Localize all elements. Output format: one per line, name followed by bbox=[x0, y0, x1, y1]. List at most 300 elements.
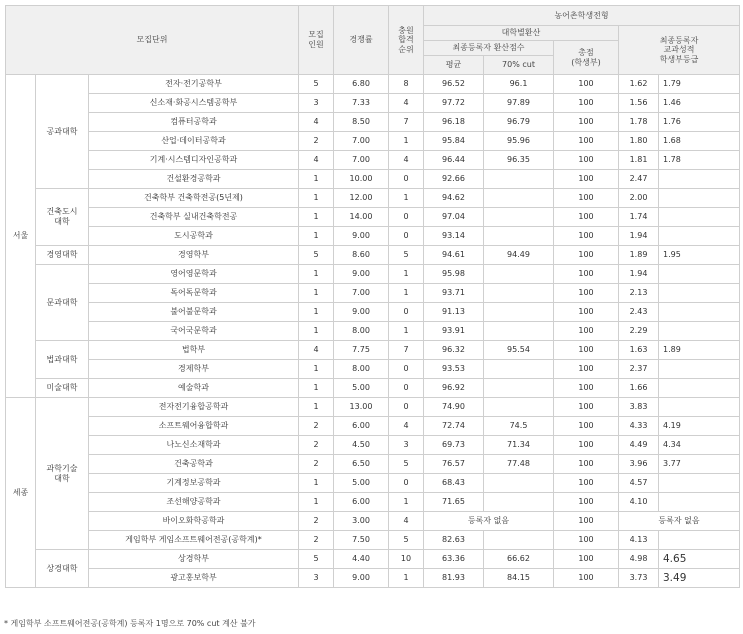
quota-cell: 4 bbox=[299, 341, 334, 360]
grade-cut-cell: 1.46 bbox=[659, 94, 740, 113]
college-cell bbox=[36, 265, 89, 341]
score-avg-cell: 94.61 bbox=[424, 246, 484, 265]
header-avg: 평균 bbox=[424, 56, 484, 75]
table-row bbox=[6, 189, 740, 208]
grade-cut-cell bbox=[659, 474, 740, 493]
grade-cut-cell: 3.77 bbox=[659, 455, 740, 474]
competition-cell: 5.00 bbox=[334, 379, 389, 398]
score-avg-cell: 96.32 bbox=[424, 341, 484, 360]
quota-cell: 3 bbox=[299, 569, 334, 588]
waitlist-cell: 0 bbox=[389, 474, 424, 493]
major-cell: 게임학부 게임소프트웨어전공(공학계)* bbox=[89, 531, 299, 550]
score-avg-cell: 81.93 bbox=[424, 569, 484, 588]
major-cell: 법학부 bbox=[89, 341, 299, 360]
score-cut-cell bbox=[484, 303, 554, 322]
quota-cell: 1 bbox=[299, 360, 334, 379]
grade-cut-cell: 1.78 bbox=[659, 151, 740, 170]
quota-cell: 1 bbox=[299, 208, 334, 227]
score-avg-cell: 71.65 bbox=[424, 493, 484, 512]
waitlist-cell: 7 bbox=[389, 341, 424, 360]
header-total: 총점 (학생부) bbox=[554, 41, 619, 75]
competition-cell: 6.00 bbox=[334, 417, 389, 436]
quota-cell: 1 bbox=[299, 474, 334, 493]
total-cell: 100 bbox=[554, 512, 619, 531]
college-cell bbox=[36, 550, 89, 588]
major-cell: 영어영문학과 bbox=[89, 265, 299, 284]
total-cell: 100 bbox=[554, 322, 619, 341]
table-row bbox=[6, 569, 740, 588]
score-cut-cell bbox=[484, 227, 554, 246]
waitlist-cell: 1 bbox=[389, 493, 424, 512]
score-avg-cell: 94.62 bbox=[424, 189, 484, 208]
competition-cell: 7.00 bbox=[334, 132, 389, 151]
waitlist-cell: 4 bbox=[389, 512, 424, 531]
quota-cell: 4 bbox=[299, 151, 334, 170]
college-label: 미술대학 bbox=[46, 383, 78, 393]
competition-cell: 7.33 bbox=[334, 94, 389, 113]
grade-cut-cell bbox=[659, 303, 740, 322]
competition-cell: 9.00 bbox=[334, 303, 389, 322]
total-cell: 100 bbox=[554, 550, 619, 569]
quota-cell: 2 bbox=[299, 531, 334, 550]
table-body bbox=[6, 75, 740, 588]
waitlist-cell: 4 bbox=[389, 94, 424, 113]
college-label: 공과대학 bbox=[46, 126, 78, 136]
major-cell: 신소재·화공시스템공학부 bbox=[89, 94, 299, 113]
waitlist-cell: 0 bbox=[389, 379, 424, 398]
grade-avg-cell: 4.57 bbox=[619, 474, 659, 493]
grade-avg-cell: 2.13 bbox=[619, 284, 659, 303]
college-label: 법과대학 bbox=[46, 354, 78, 364]
score-cut-cell: 77.48 bbox=[484, 455, 554, 474]
total-cell: 100 bbox=[554, 132, 619, 151]
total-cell: 100 bbox=[554, 417, 619, 436]
table-row bbox=[6, 531, 740, 550]
waitlist-cell: 1 bbox=[389, 132, 424, 151]
table-header bbox=[6, 6, 740, 75]
college-label: 과학기술 대학 bbox=[46, 463, 78, 483]
total-cell: 100 bbox=[554, 398, 619, 417]
total-cell: 100 bbox=[554, 189, 619, 208]
competition-cell: 13.00 bbox=[334, 398, 389, 417]
campus-cell: 서울 bbox=[6, 75, 36, 398]
grade-avg-cell: 1.63 bbox=[619, 341, 659, 360]
grade-avg-cell: 1.56 bbox=[619, 94, 659, 113]
total-cell: 100 bbox=[554, 360, 619, 379]
waitlist-cell: 1 bbox=[389, 284, 424, 303]
grade-avg-cell: 1.94 bbox=[619, 227, 659, 246]
waitlist-cell: 8 bbox=[389, 75, 424, 94]
table-row bbox=[6, 550, 740, 569]
major-cell: 컴퓨터공학과 bbox=[89, 113, 299, 132]
score-cut-cell: 95.54 bbox=[484, 341, 554, 360]
waitlist-cell: 0 bbox=[389, 303, 424, 322]
quota-cell: 3 bbox=[299, 94, 334, 113]
grade-cut-cell bbox=[659, 322, 740, 341]
score-avg-cell: 74.90 bbox=[424, 398, 484, 417]
total-cell: 100 bbox=[554, 208, 619, 227]
score-avg-cell: 95.98 bbox=[424, 265, 484, 284]
major-cell: 광고홍보학부 bbox=[89, 569, 299, 588]
table-row bbox=[6, 455, 740, 474]
score-cut-cell bbox=[484, 170, 554, 189]
major-cell: 독어독문학과 bbox=[89, 284, 299, 303]
quota-cell: 1 bbox=[299, 379, 334, 398]
college-cell bbox=[36, 246, 89, 265]
competition-cell: 7.00 bbox=[334, 284, 389, 303]
grade-cut-cell: 4.19 bbox=[659, 417, 740, 436]
waitlist-cell: 5 bbox=[389, 531, 424, 550]
score-cut-cell bbox=[484, 322, 554, 341]
score-cut-cell bbox=[484, 474, 554, 493]
campus-cell: 세종 bbox=[6, 398, 36, 588]
total-cell: 100 bbox=[554, 436, 619, 455]
quota-cell: 1 bbox=[299, 398, 334, 417]
major-cell: 예술학과 bbox=[89, 379, 299, 398]
major-cell: 소프트웨어융합학과 bbox=[89, 417, 299, 436]
score-avg-cell: 93.71 bbox=[424, 284, 484, 303]
waitlist-cell: 1 bbox=[389, 322, 424, 341]
college-label: 상경대학 bbox=[46, 563, 78, 573]
grade-avg-cell: 2.43 bbox=[619, 303, 659, 322]
waitlist-cell: 3 bbox=[389, 436, 424, 455]
total-cell: 100 bbox=[554, 284, 619, 303]
total-cell: 100 bbox=[554, 170, 619, 189]
quota-cell: 2 bbox=[299, 417, 334, 436]
waitlist-cell: 0 bbox=[389, 360, 424, 379]
grade-avg-cell: 2.29 bbox=[619, 322, 659, 341]
grade-avg-cell: 1.81 bbox=[619, 151, 659, 170]
header-grade-title: 최종등록자 교과성적 학생부등급 bbox=[619, 26, 740, 75]
score-cut-cell: 71.34 bbox=[484, 436, 554, 455]
waitlist-cell: 0 bbox=[389, 170, 424, 189]
major-cell: 조선해양공학과 bbox=[89, 493, 299, 512]
waitlist-cell: 5 bbox=[389, 455, 424, 474]
major-cell: 상경학부 bbox=[89, 550, 299, 569]
major-cell: 바이오화학공학과 bbox=[89, 512, 299, 531]
score-cut-cell: 95.96 bbox=[484, 132, 554, 151]
major-cell: 국어국문학과 bbox=[89, 322, 299, 341]
total-cell: 100 bbox=[554, 113, 619, 132]
table-row bbox=[6, 303, 740, 322]
score-avg-cell: 96.44 bbox=[424, 151, 484, 170]
table-row bbox=[6, 246, 740, 265]
score-cut-cell: 96.35 bbox=[484, 151, 554, 170]
grade-cut-cell bbox=[659, 398, 740, 417]
total-cell: 100 bbox=[554, 341, 619, 360]
major-cell: 도시공학과 bbox=[89, 227, 299, 246]
major-cell: 건축학부 건축학전공(5년제) bbox=[89, 189, 299, 208]
major-cell: 기계·시스템디자인공학과 bbox=[89, 151, 299, 170]
quota-cell: 1 bbox=[299, 493, 334, 512]
header-unit: 모집단위 bbox=[6, 6, 299, 75]
total-cell: 100 bbox=[554, 94, 619, 113]
college-cell bbox=[36, 379, 89, 398]
total-cell: 100 bbox=[554, 474, 619, 493]
major-cell: 산업·데이터공학과 bbox=[89, 132, 299, 151]
score-avg-cell: 76.57 bbox=[424, 455, 484, 474]
college-cell bbox=[36, 341, 89, 379]
score-avg-cell: 93.91 bbox=[424, 322, 484, 341]
table-row bbox=[6, 436, 740, 455]
score-cut-cell bbox=[484, 360, 554, 379]
grade-cut-cell: 1.95 bbox=[659, 246, 740, 265]
quota-cell: 4 bbox=[299, 113, 334, 132]
table-row bbox=[6, 360, 740, 379]
college-label: 경영대학 bbox=[46, 250, 78, 260]
total-cell: 100 bbox=[554, 455, 619, 474]
table-row bbox=[6, 151, 740, 170]
score-avg-cell: 69.73 bbox=[424, 436, 484, 455]
total-cell: 100 bbox=[554, 151, 619, 170]
major-cell: 건설환경공학과 bbox=[89, 170, 299, 189]
grade-none-cell: 등록자 없음 bbox=[619, 512, 740, 531]
grade-cut-cell bbox=[659, 189, 740, 208]
grade-avg-cell: 2.37 bbox=[619, 360, 659, 379]
score-cut-cell bbox=[484, 208, 554, 227]
score-avg-cell: 97.04 bbox=[424, 208, 484, 227]
quota-cell: 5 bbox=[299, 75, 334, 94]
college-cell bbox=[36, 189, 89, 246]
table-row bbox=[6, 474, 740, 493]
quota-cell: 5 bbox=[299, 550, 334, 569]
major-cell: 불어불문학과 bbox=[89, 303, 299, 322]
table-row bbox=[6, 132, 740, 151]
header-program: 농어촌학생전형 bbox=[424, 6, 740, 26]
competition-cell: 7.75 bbox=[334, 341, 389, 360]
quota-cell: 2 bbox=[299, 512, 334, 531]
table-row bbox=[6, 398, 740, 417]
score-cut-cell: 84.15 bbox=[484, 569, 554, 588]
quota-cell: 1 bbox=[299, 227, 334, 246]
quota-cell: 1 bbox=[299, 322, 334, 341]
total-cell: 100 bbox=[554, 246, 619, 265]
score-cut-cell bbox=[484, 493, 554, 512]
grade-avg-cell: 4.13 bbox=[619, 531, 659, 550]
major-cell: 전자·전기공학부 bbox=[89, 75, 299, 94]
grade-cut-cell: 4.34 bbox=[659, 436, 740, 455]
grade-cut-cell bbox=[659, 208, 740, 227]
total-cell: 100 bbox=[554, 379, 619, 398]
grade-avg-cell: 4.49 bbox=[619, 436, 659, 455]
competition-cell: 9.00 bbox=[334, 569, 389, 588]
grade-avg-cell: 1.80 bbox=[619, 132, 659, 151]
grade-avg-cell: 2.00 bbox=[619, 189, 659, 208]
grade-cut-cell bbox=[659, 493, 740, 512]
competition-cell: 8.50 bbox=[334, 113, 389, 132]
grade-avg-cell: 1.66 bbox=[619, 379, 659, 398]
competition-cell: 5.00 bbox=[334, 474, 389, 493]
header-waitlist: 충원 합격 순위 bbox=[389, 6, 424, 75]
total-cell: 100 bbox=[554, 265, 619, 284]
grade-cut-cell bbox=[659, 284, 740, 303]
waitlist-cell: 1 bbox=[389, 189, 424, 208]
score-cut-cell bbox=[484, 284, 554, 303]
grade-avg-cell: 1.89 bbox=[619, 246, 659, 265]
score-cut-cell: 97.89 bbox=[484, 94, 554, 113]
score-cut-cell bbox=[484, 398, 554, 417]
score-avg-cell: 91.13 bbox=[424, 303, 484, 322]
major-cell: 경제학부 bbox=[89, 360, 299, 379]
score-cut-cell bbox=[484, 379, 554, 398]
waitlist-cell: 0 bbox=[389, 208, 424, 227]
header-cut70: 70% cut bbox=[484, 56, 554, 75]
table-row bbox=[6, 265, 740, 284]
table-row bbox=[6, 94, 740, 113]
score-avg-cell: 82.63 bbox=[424, 531, 484, 550]
competition-cell: 6.50 bbox=[334, 455, 389, 474]
competition-cell: 9.00 bbox=[334, 265, 389, 284]
score-cut-cell bbox=[484, 531, 554, 550]
header-final-score: 최종등록자 환산점수 bbox=[424, 41, 554, 56]
score-avg-cell: 96.92 bbox=[424, 379, 484, 398]
score-avg-cell: 93.14 bbox=[424, 227, 484, 246]
score-cut-cell: 74.5 bbox=[484, 417, 554, 436]
college-label: 건축도시 대학 bbox=[46, 207, 78, 226]
quota-cell: 1 bbox=[299, 303, 334, 322]
admissions-table-container bbox=[5, 5, 740, 588]
table-row bbox=[6, 512, 740, 531]
major-cell: 건축공학과 bbox=[89, 455, 299, 474]
major-cell: 전자전기융합공학과 bbox=[89, 398, 299, 417]
grade-avg-cell: 4.98 bbox=[619, 550, 659, 569]
grade-avg-cell: 1.78 bbox=[619, 113, 659, 132]
total-cell: 100 bbox=[554, 493, 619, 512]
grade-cut-cell bbox=[659, 170, 740, 189]
quota-cell: 2 bbox=[299, 132, 334, 151]
header-competition: 경쟁률 bbox=[334, 6, 389, 75]
grade-cut-cell: 4.65 bbox=[659, 550, 740, 569]
competition-cell: 8.00 bbox=[334, 322, 389, 341]
waitlist-cell: 1 bbox=[389, 265, 424, 284]
grade-cut-cell: 1.79 bbox=[659, 75, 740, 94]
grade-avg-cell: 1.74 bbox=[619, 208, 659, 227]
table-row bbox=[6, 227, 740, 246]
competition-cell: 8.60 bbox=[334, 246, 389, 265]
quota-cell: 1 bbox=[299, 189, 334, 208]
table-row bbox=[6, 170, 740, 189]
total-cell: 100 bbox=[554, 531, 619, 550]
waitlist-cell: 4 bbox=[389, 151, 424, 170]
score-cut-cell bbox=[484, 189, 554, 208]
major-cell: 기계정보공학과 bbox=[89, 474, 299, 493]
score-avg-cell: 95.84 bbox=[424, 132, 484, 151]
table-row bbox=[6, 379, 740, 398]
waitlist-cell: 0 bbox=[389, 227, 424, 246]
waitlist-cell: 10 bbox=[389, 550, 424, 569]
college-cell bbox=[36, 75, 89, 189]
table-row bbox=[6, 75, 740, 94]
waitlist-cell: 1 bbox=[389, 569, 424, 588]
competition-cell: 4.40 bbox=[334, 550, 389, 569]
total-cell: 100 bbox=[554, 227, 619, 246]
score-avg-cell: 72.74 bbox=[424, 417, 484, 436]
total-cell: 100 bbox=[554, 75, 619, 94]
competition-cell: 12.00 bbox=[334, 189, 389, 208]
quota-cell: 1 bbox=[299, 170, 334, 189]
header-converted: 대학별환산 bbox=[424, 26, 619, 41]
score-none-cell: 등록자 없음 bbox=[424, 512, 554, 531]
grade-cut-cell: 1.76 bbox=[659, 113, 740, 132]
quota-cell: 1 bbox=[299, 265, 334, 284]
quota-cell: 1 bbox=[299, 284, 334, 303]
grade-avg-cell: 3.96 bbox=[619, 455, 659, 474]
grade-avg-cell: 1.94 bbox=[619, 265, 659, 284]
competition-cell: 10.00 bbox=[334, 170, 389, 189]
score-avg-cell: 92.66 bbox=[424, 170, 484, 189]
grade-cut-cell bbox=[659, 227, 740, 246]
competition-cell: 6.80 bbox=[334, 75, 389, 94]
grade-cut-cell: 3.49 bbox=[659, 569, 740, 588]
table-row bbox=[6, 284, 740, 303]
table-row bbox=[6, 417, 740, 436]
grade-cut-cell bbox=[659, 265, 740, 284]
grade-avg-cell: 1.62 bbox=[619, 75, 659, 94]
competition-cell: 3.00 bbox=[334, 512, 389, 531]
grade-cut-cell bbox=[659, 379, 740, 398]
total-cell: 100 bbox=[554, 303, 619, 322]
grade-avg-cell: 2.47 bbox=[619, 170, 659, 189]
score-avg-cell: 68.43 bbox=[424, 474, 484, 493]
table-row bbox=[6, 322, 740, 341]
grade-cut-cell: 1.89 bbox=[659, 341, 740, 360]
score-cut-cell: 66.62 bbox=[484, 550, 554, 569]
competition-cell: 7.50 bbox=[334, 531, 389, 550]
waitlist-cell: 0 bbox=[389, 398, 424, 417]
score-avg-cell: 63.36 bbox=[424, 550, 484, 569]
score-cut-cell: 96.1 bbox=[484, 75, 554, 94]
score-cut-cell: 94.49 bbox=[484, 246, 554, 265]
table-row bbox=[6, 113, 740, 132]
major-cell: 경영학부 bbox=[89, 246, 299, 265]
college-label: 문과대학 bbox=[46, 297, 78, 307]
score-avg-cell: 96.52 bbox=[424, 75, 484, 94]
competition-cell: 4.50 bbox=[334, 436, 389, 455]
major-cell: 건축학부 실내건축학전공 bbox=[89, 208, 299, 227]
score-avg-cell: 93.53 bbox=[424, 360, 484, 379]
competition-cell: 6.00 bbox=[334, 493, 389, 512]
grade-cut-cell bbox=[659, 360, 740, 379]
table-row bbox=[6, 341, 740, 360]
table-row bbox=[6, 493, 740, 512]
competition-cell: 9.00 bbox=[334, 227, 389, 246]
grade-avg-cell: 3.83 bbox=[619, 398, 659, 417]
quota-cell: 5 bbox=[299, 246, 334, 265]
score-avg-cell: 97.72 bbox=[424, 94, 484, 113]
header-quota: 모집 인원 bbox=[299, 6, 334, 75]
grade-cut-cell: 1.68 bbox=[659, 132, 740, 151]
admissions-table bbox=[5, 5, 740, 588]
waitlist-cell: 4 bbox=[389, 417, 424, 436]
college-cell bbox=[36, 398, 89, 550]
major-cell: 나노신소재학과 bbox=[89, 436, 299, 455]
competition-cell: 7.00 bbox=[334, 151, 389, 170]
competition-cell: 14.00 bbox=[334, 208, 389, 227]
grade-avg-cell: 4.33 bbox=[619, 417, 659, 436]
grade-avg-cell: 4.10 bbox=[619, 493, 659, 512]
score-avg-cell: 96.18 bbox=[424, 113, 484, 132]
quota-cell: 2 bbox=[299, 436, 334, 455]
waitlist-cell: 7 bbox=[389, 113, 424, 132]
total-cell: 100 bbox=[554, 569, 619, 588]
quota-cell: 2 bbox=[299, 455, 334, 474]
table-row bbox=[6, 208, 740, 227]
grade-avg-cell: 3.73 bbox=[619, 569, 659, 588]
competition-cell: 8.00 bbox=[334, 360, 389, 379]
grade-cut-cell bbox=[659, 531, 740, 550]
footnote: * 게임학부 소프트웨어전공(공학계) 등록자 1명으로 70% cut 계산 불가 bbox=[4, 619, 256, 628]
waitlist-cell: 5 bbox=[389, 246, 424, 265]
